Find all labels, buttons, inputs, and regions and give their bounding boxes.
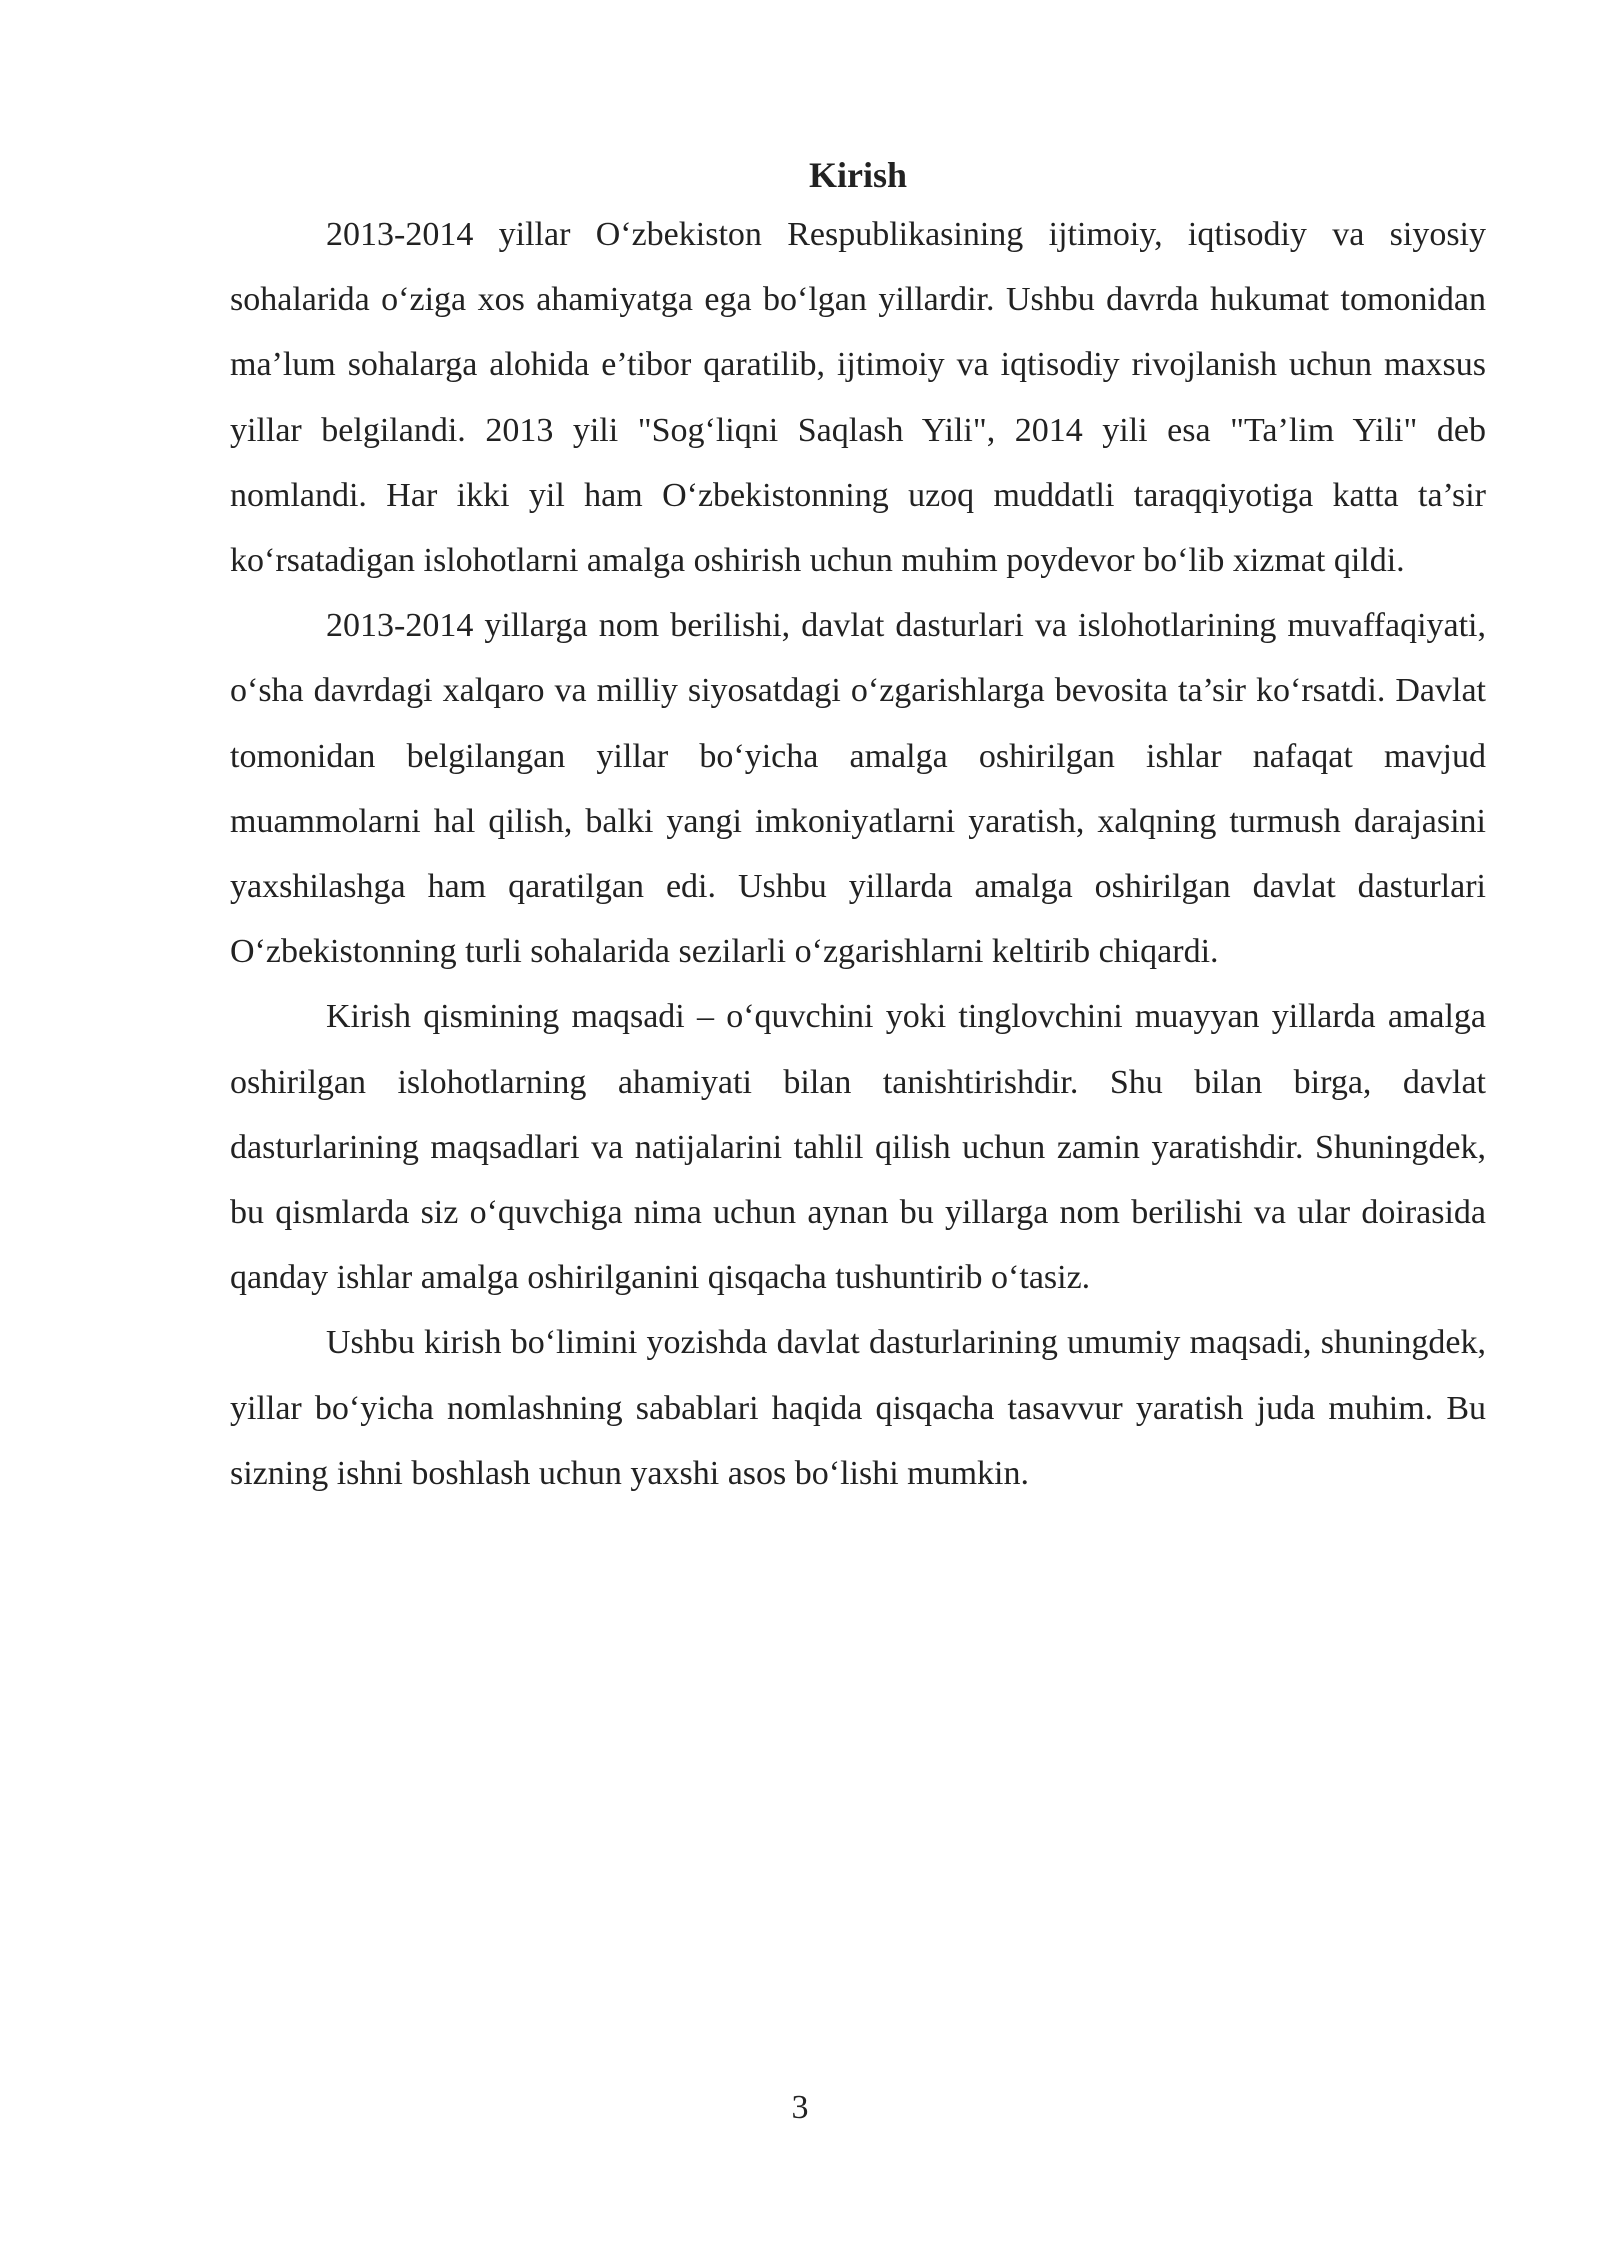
paragraph-4: Ushbu kirish bo‘limini yozishda davlat dasturlarining umumiy maqsadi, shuningdek, yillar bo‘yicha nomlashning sabablari haqida qisqacha tasavvur yaratish juda muhim. Bu sizning ishni boshlash uchun yaxshi asos bo‘lishi mumkin. [230, 1324, 1486, 1492]
paragraph-2: 2013-2014 yillarga nom berilishi, davlat dasturlari va islohotlarining muvaffaqiyati, o‘sha davrdagi xalqaro va milliy siyosatdagi o‘zgarishlarga bevosita ta’sir ko‘rsatdi. Davlat tomonidan belgilangan yillar bo‘yicha amalga oshirilgan ishlar nafaqat mavjud muammolarni hal qilish, balki yangi imkoniyatlarni yaratish, xalqning turmush darajasini yaxshilashga ham qaratilgan edi. Ushbu yillarda amalga oshirilgan davlat dasturlari O‘zbekistonning turli sohalarida sezilarli o‘zgarishlarni keltirib chiqardi. [230, 607, 1486, 971]
section-title: Kirish [808, 155, 907, 195]
paragraph-1: 2013-2014 yillar O‘zbekiston Respublikasining ijtimoiy, iqtisodiy va siyosiy sohalarida o‘ziga xos ahamiyatga ega bo‘lgan yillardir. Ushbu davrda hukumat tomonidan ma’lum sohalarga alohida e’tibor qaratilib, ijtimoiy va iqtisodiy rivojlanish uchun maxsus yillar belgilandi. 2013 yili "Sog‘liqni Saqlash Yili", 2014 yili esa "Ta’lim Yili" deb nomlandi. Har ikki yil ham O‘zbekistonning uzoq muddatli taraqqiyotiga katta ta’sir ko‘rsatadigan islohotlarni amalga oshirish uchun muhim poydevor bo‘lib xizmat qildi. [230, 216, 1486, 580]
page-number: 3 [791, 2089, 809, 2126]
paragraph-3: Kirish qismining maqsadi – o‘quvchini yoki tinglovchini muayyan yillarda amalga oshirilgan islohotlarning ahamiyati bilan tanishtirishdir. Shu bilan birga, davlat dasturlarining maqsadlari va natijalarini tahlil qilish uchun zamin yaratishdir. Shuningdek, bu qismlarda siz o‘quvchiga nima uchun aynan bu yillarga nom berilishi va ular doirasida qanday ishlar amalga oshirilganini qisqacha tushuntirib o‘tasiz. [230, 998, 1486, 1297]
page-content [230, 148, 1486, 1506]
